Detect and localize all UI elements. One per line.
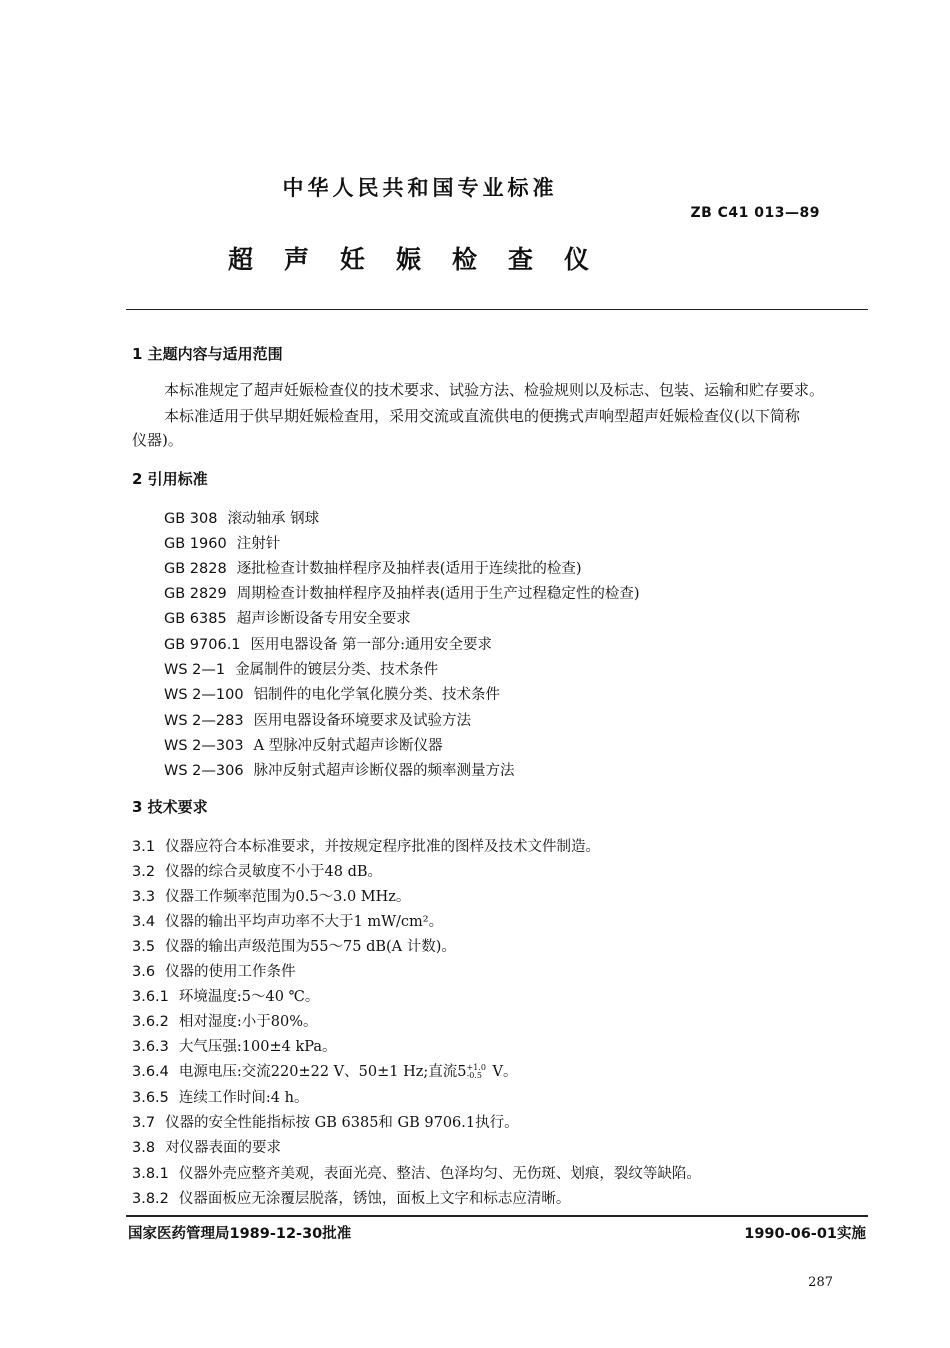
requirement-number: 3.2 [132,864,156,880]
requirement-text: 仪器外壳应整齐美观，表面光亮、整洁、色泽均匀、无伤斑、划痕，裂纹等缺陷。 [178,1166,701,1182]
requirement-text: 仪器的输出平均声功率不大于1 mW/cm²。 [165,914,444,930]
requirement-number: 3.6.4 [132,1064,169,1080]
requirement-number: 3.1 [132,839,156,855]
reference-item [164,607,411,628]
reference-title: A 型脉冲反射式超声诊断仪器 [253,738,443,754]
standard-type-heading: 中华人民共和国专业标准 [282,176,558,200]
dc-tolerance [466,1064,485,1080]
reference-code: GB 2828 [164,561,227,577]
requirement-item [132,1111,519,1132]
requirement-item [132,835,600,856]
reference-title: 超声诊断设备专用安全要求 [236,611,411,627]
dc-tolerance-upper: +1.0 [466,1063,486,1072]
dc-tolerance-lower: -0.5 [466,1071,482,1080]
dc-unit: V。 [487,1064,518,1080]
reference-item [164,532,280,553]
document-title: 超声妊娠检查仪 [228,245,621,274]
requirement-text: 仪器面板应无涂覆层脱落，锈蚀，面板上文字和标志应清晰。 [178,1191,571,1207]
section1-para1: 本标准规定了超声妊娠检查仪的技术要求、试验方法、检验规则以及标志、包装、运输和贮存要求。 [164,381,825,399]
requirement-text: 大气压强:100±4 kPa。 [178,1039,337,1055]
reference-title: 医用电器设备环境要求及试验方法 [253,713,472,729]
requirement-number: 3.5 [132,939,156,955]
requirement-item [132,1010,318,1031]
requirement-number: 3.3 [132,889,156,905]
reference-item [164,759,515,780]
reference-item [164,507,319,528]
requirement-text: 对仪器表面的要求 [165,1140,282,1156]
requirement-number: 3.6.5 [132,1090,169,1106]
requirement-text: 相对湿度:小于80%。 [178,1014,318,1030]
reference-code: GB 308 [164,511,218,527]
requirement-item [132,1187,570,1208]
reference-item [164,683,500,704]
reference-item [164,557,582,578]
requirement-item [132,935,456,956]
section1-para2-line1: 本标准适用于供早期妊娠检查用，采用交流或直流供电的便携式声响型超声妊娠检查仪(以下简称 [164,407,800,425]
section2-heading: 2 引用标准 [132,470,208,488]
reference-item [164,633,492,654]
requirement-item [132,860,382,881]
requirement-number: 3.6.2 [132,1014,169,1030]
requirement-number: 3.8.1 [132,1166,169,1182]
reference-code: WS 2—303 [164,738,244,754]
reference-item [164,582,640,603]
standard-code: ZB C41 013—89 [690,205,820,221]
section1-heading: 1 主题内容与适用范围 [132,345,283,363]
requirement-text: 环境温度:5～40 ℃。 [178,989,320,1005]
requirement-text: 仪器应符合本标准要求，并按规定程序批准的图样及技术文件制造。 [165,839,601,855]
reference-title: 金属制件的镀层分类、技术条件 [235,662,439,678]
requirement-item [132,885,410,906]
requirement-item [132,1086,308,1107]
reference-title: 滚动轴承 钢球 [227,511,320,527]
reference-code: GB 6385 [164,611,227,627]
section3-heading: 3 技术要求 [132,798,208,816]
section1-para2-line2: 仪器)。 [132,431,183,449]
requirement-item [132,985,319,1006]
reference-title: 医用电器设备 第一部分:通用安全要求 [250,637,493,653]
requirement-number: 3.6.3 [132,1039,169,1055]
requirement-text: 仪器的综合灵敏度不小于48 dB。 [165,864,383,880]
reference-code: WS 2—100 [164,687,244,703]
reference-code: GB 1960 [164,536,227,552]
requirement-item [132,1136,281,1157]
requirement-text: 仪器的输出声级范围为55～75 dB(A 计数)。 [165,939,456,955]
requirement-item [132,960,296,981]
reference-title: 逐批检查计数抽样程序及抽样表(适用于连续批的检查) [236,561,582,577]
header-divider [126,309,868,310]
requirement-text: 电源电压:交流220±22 V、50±1 Hz;直流5 [178,1064,467,1080]
requirement-number: 3.8.2 [132,1191,169,1207]
reference-title: 脉冲反射式超声诊断仪器的频率测量方法 [253,763,515,779]
reference-item [164,709,471,730]
requirement-text: 连续工作时间:4 h。 [178,1090,309,1106]
reference-item [164,734,443,755]
requirement-text: 仪器工作频率范围为0.5～3.0 MHz。 [165,889,411,905]
requirement-text: 仪器的使用工作条件 [165,964,296,980]
page-number: 287 [808,1275,833,1290]
requirement-number: 3.6.1 [132,989,169,1005]
reference-code: WS 2—1 [164,662,226,678]
requirement-text: 仪器的安全性能指标按 GB 6385和 GB 9706.1执行。 [165,1115,519,1131]
reference-title: 注射针 [236,536,281,552]
requirement-number: 3.7 [132,1115,156,1131]
requirement-item [132,910,443,931]
reference-code: GB 9706.1 [164,637,241,653]
requirement-number: 3.8 [132,1140,156,1156]
requirement-item [132,1162,701,1183]
requirement-number: 3.4 [132,914,156,930]
reference-title: 周期检查计数抽样程序及抽样表(适用于生产过程稳定性的检查) [236,586,640,602]
requirement-item [132,1060,518,1081]
reference-title: 铝制件的电化学氧化膜分类、技术条件 [253,687,501,703]
reference-code: WS 2—306 [164,763,244,779]
footer-divider [126,1215,868,1217]
reference-code: WS 2—283 [164,713,244,729]
approval-text: 国家医药管理局1989-12-30批准 [128,1226,352,1242]
reference-item [164,658,438,679]
reference-code: GB 2829 [164,586,227,602]
requirement-item [132,1035,337,1056]
effective-date: 1990-06-01实施 [744,1226,866,1242]
requirement-number: 3.6 [132,964,156,980]
